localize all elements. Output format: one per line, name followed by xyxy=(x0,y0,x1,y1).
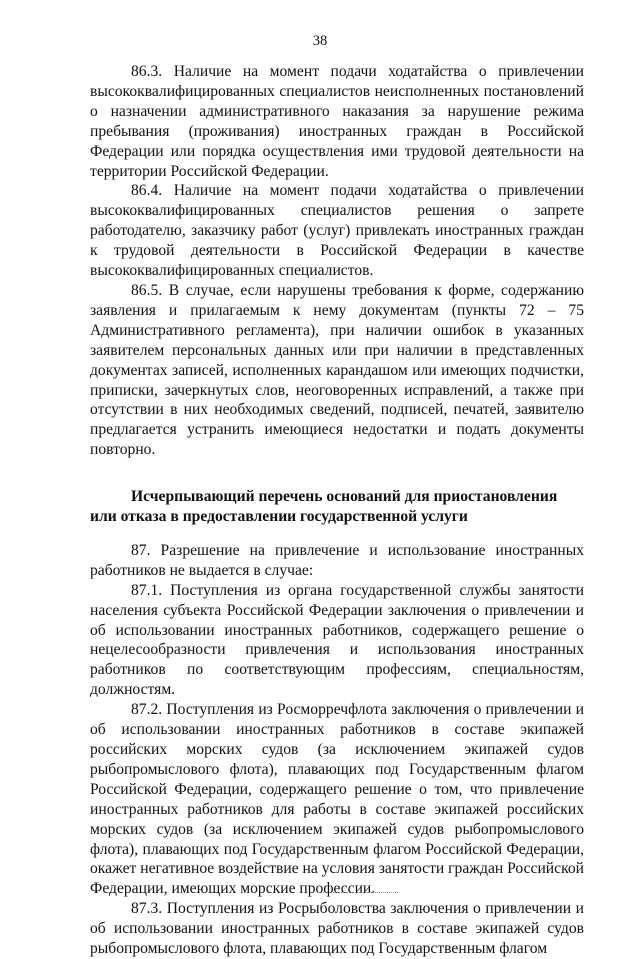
paragraph-86-4: 86.4. Наличие на момент подачи ходатайства о привлечении высококвалифицированных специалистов решения о запрете работодателю, заказчику работ (услуг) привлекать иностранных граждан к трудовой деятельности в Российской Федерации в качестве высококвалифицированных специалистов. xyxy=(90,182,584,280)
document-body xyxy=(90,62,584,959)
paragraph-87-3: 87.3. Поступления из Росрыболовства заключения о привлечении и об использовании иностранных работников в составе экипажей судов рыбопромыслового флота, плавающих под Государственным флагом xyxy=(90,900,584,958)
paragraph-87-2: 87.2. Поступления из Росморречфлота заключения о привлечении и об использовании иностранных работников в составе экипажей российских морских судов (за исключением экипажей судов рыбопромыслового флота), плавающих под Государственным флагом Российской Федерации, содержащего решение о том, что привлечение иностранных работников для работы в составе экипажей российских морских судов (за исключением экипажей судов рыбопромыслового флота), плавающих под Государственным флагом Российской Федерации, окажет негативное воздействие на условия занятости граждан Российской Федерации, имеющих морские профессии. xyxy=(90,701,584,898)
paragraph-86-5: 86.5. В случае, если нарушены требования к форме, содержанию заявления и прилагаемым к нему документам (пункты 72 – 75 Административного регламента), при наличии ошибок в указанных заявителем персональных данных или при наличии в представленных документах записей, исполненных карандашом или имеющих подчистки, приписки, зачеркнутых слов, неоговоренных исправлений, а также при отсутствии в них необходимых сведений, подписей, печатей, заявителю предлагается устранить имеющиеся недостатки и подать документы повторно. xyxy=(90,281,584,459)
section-heading: Исчерпывающий перечень оснований для приостановления или отказа в предоставлении государственной услуги xyxy=(90,488,558,526)
paragraph-87: 87. Разрешение на привлечение и использование иностранных работников не выдается в случае: xyxy=(90,541,584,579)
paragraph-87-1: 87.1. Поступления из органа государственной службы занятости населения субъекта Российской Федерации заключения о привлечении и об использовании иностранных работников, содержащего решение о нецелесообразности привлечения и использования иностранных работников по соответствующим профессиям, специальностям, должностям. xyxy=(90,581,584,699)
paragraph-86-3: 86.3. Наличие на момент подачи ходатайства о привлечении высококвалифицированных специалистов неисполненных постановлений о назначении административного наказания за нарушение режима пребывания (проживания) иностранных граждан в Российской Федерации или порядка осуществления ими трудовой деятельности на территории Российской Федерации. xyxy=(90,63,584,180)
page-number: 38 xyxy=(312,33,328,49)
scan-edge-mark xyxy=(318,892,398,894)
